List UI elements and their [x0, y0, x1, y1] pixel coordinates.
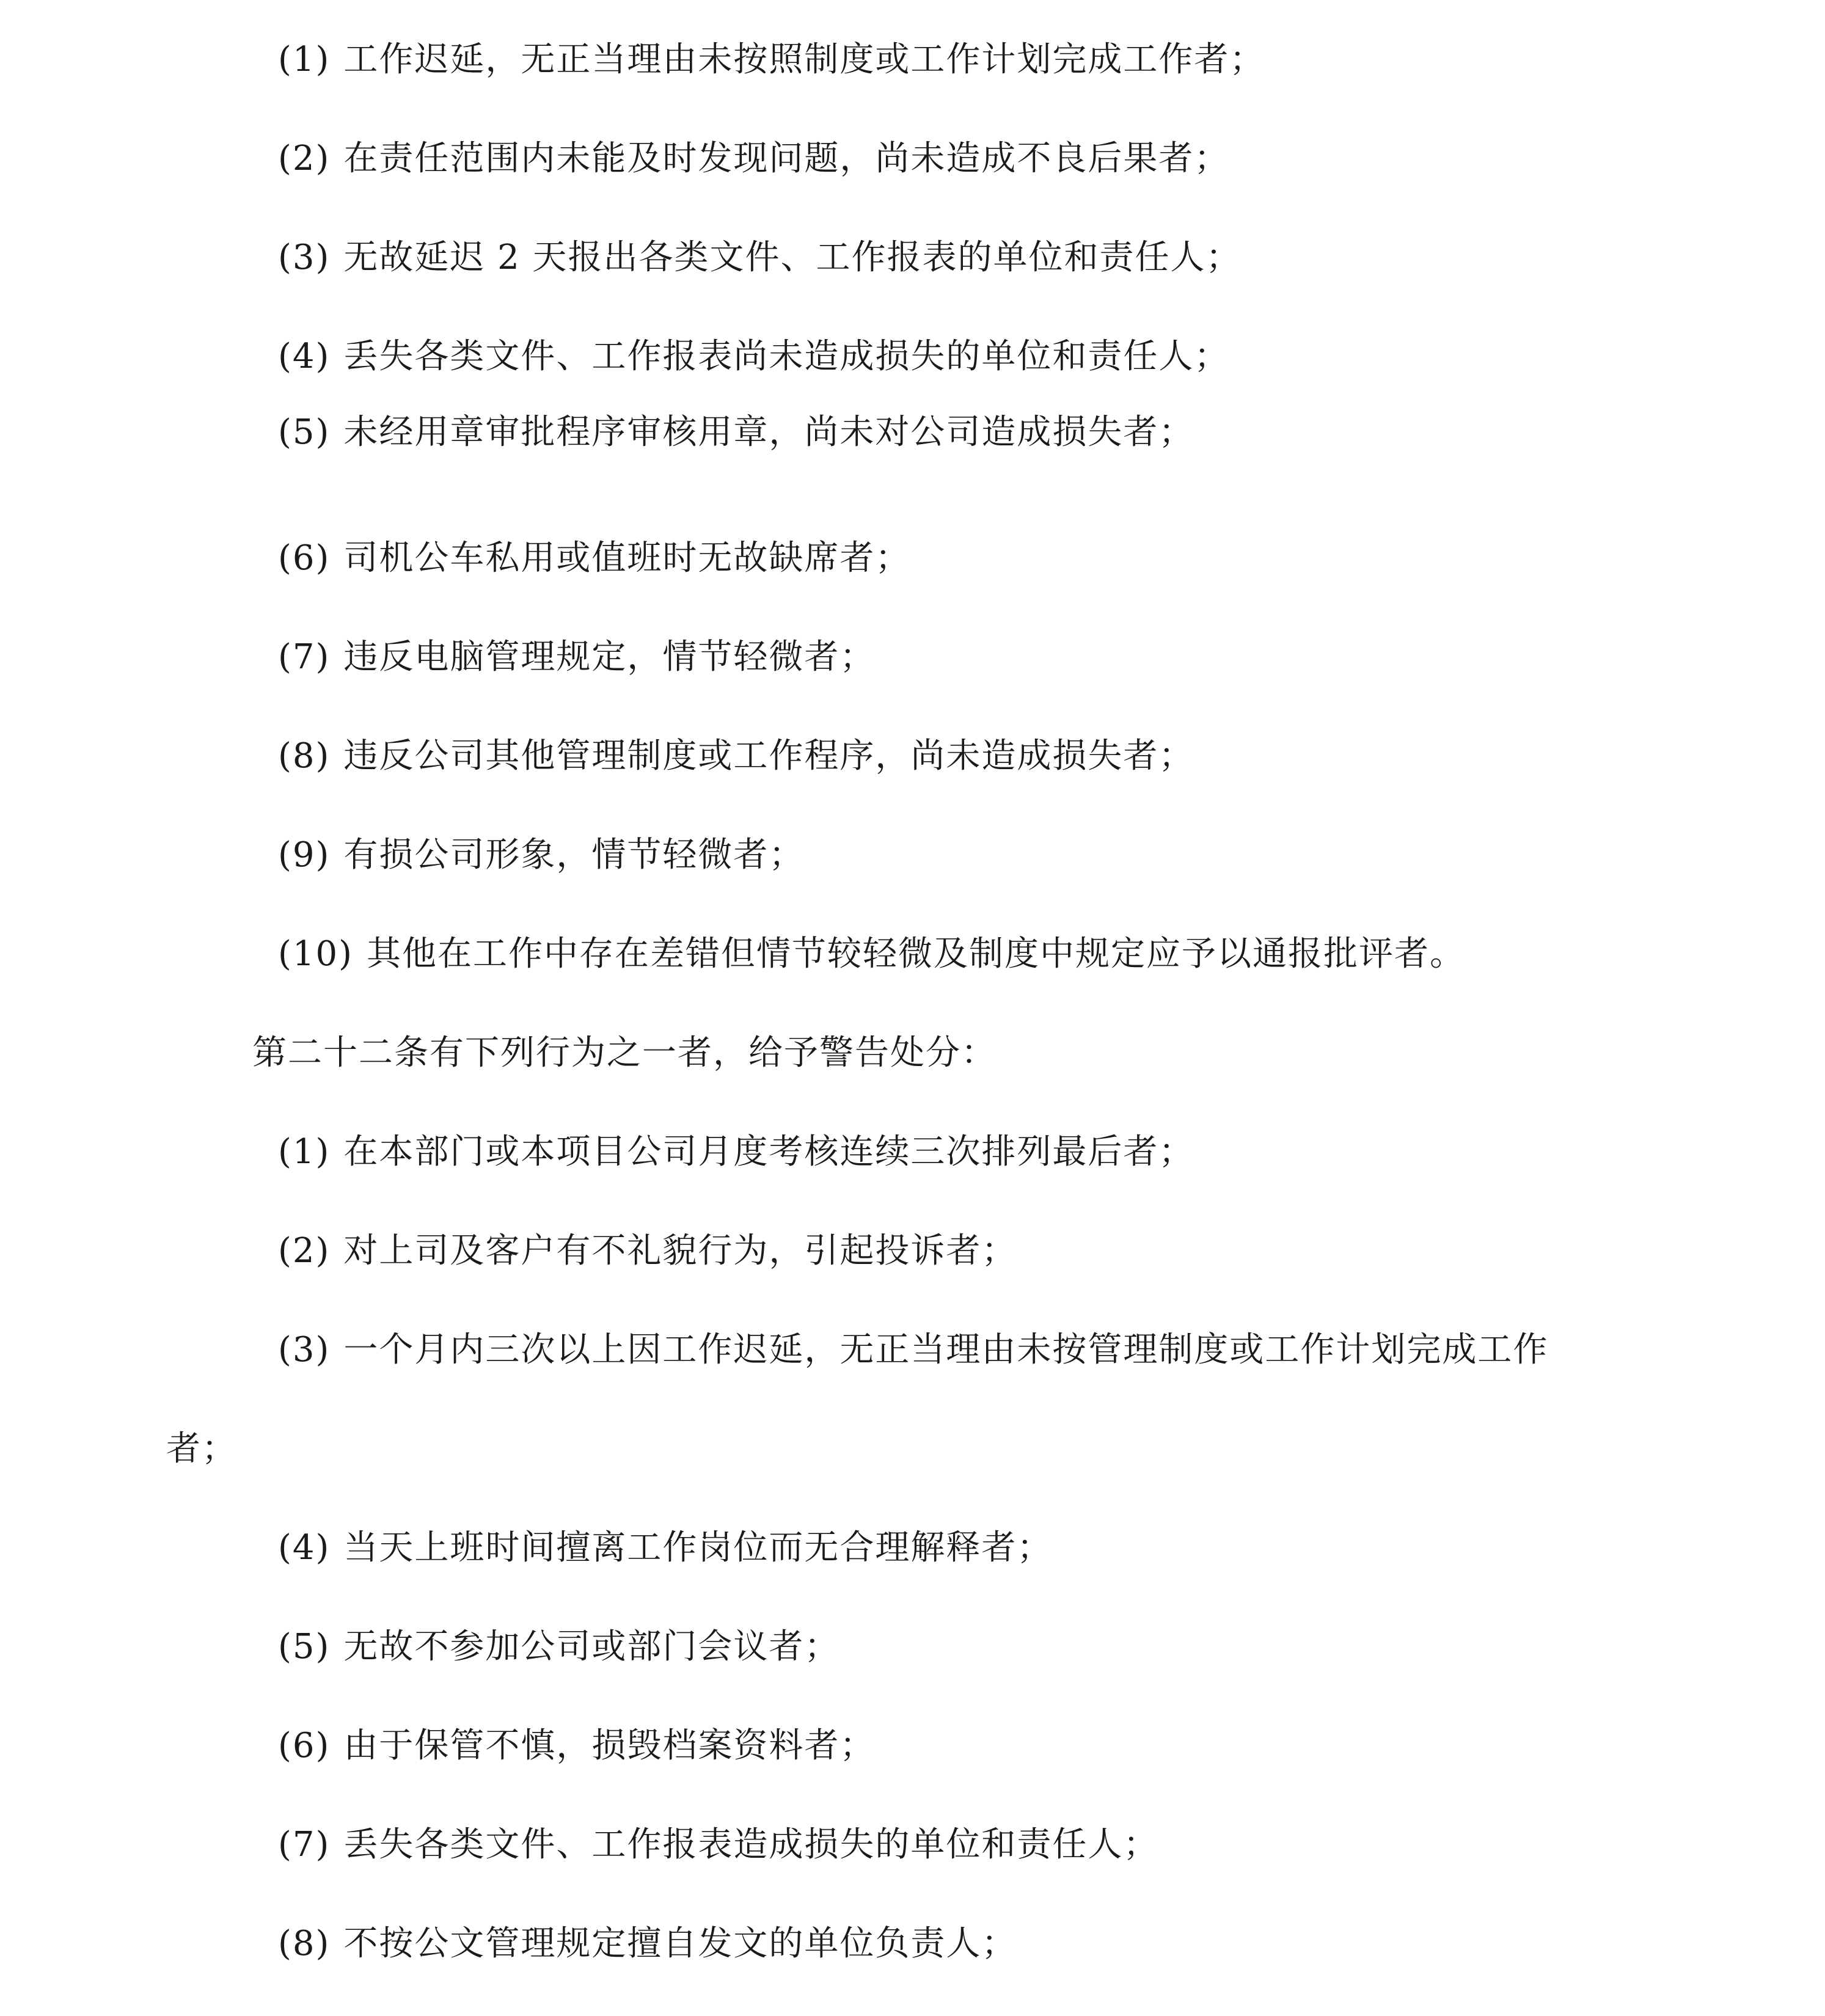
item-text: 由于保管不慎，损毁档案资料者；: [343, 1726, 876, 1766]
item-text: 丢失各类文件、工作报表造成损失的单位和责任人；: [343, 1825, 1159, 1864]
list-item: [278, 408, 1194, 457]
item-text: 违反公司其他管理制度或工作程序，尚未造成损失者；: [343, 736, 1194, 776]
item-number: (4): [278, 1528, 331, 1568]
list-item: [278, 534, 910, 583]
item-number: (4): [278, 337, 331, 376]
item-number: (8): [278, 736, 331, 776]
item-number: (9): [278, 835, 331, 875]
item-continuation: 者；: [166, 1429, 237, 1469]
item-number: (5): [278, 1627, 331, 1667]
item-number: (1): [278, 1132, 331, 1172]
item-number: (1): [278, 40, 331, 79]
item-text: 有损公司形象，情节轻微者；: [343, 835, 805, 875]
list-item: [278, 1919, 1017, 1968]
list-item: [278, 332, 1229, 381]
list-item: [278, 1524, 1052, 1572]
list-item: [278, 831, 804, 880]
list-item: [278, 35, 1265, 84]
item-number: (7): [278, 1825, 331, 1864]
item-text: 违反电脑管理规定，情节轻微者；: [343, 637, 876, 677]
item-number: (6): [278, 1726, 331, 1766]
list-item: [278, 1623, 839, 1671]
item-text: 当天上班时间擅离工作岗位而无合理解释者；: [343, 1528, 1053, 1568]
item-number: (7): [278, 637, 331, 677]
item-text: 丢失各类文件、工作报表尚未造成损失的单位和责任人；: [343, 337, 1230, 376]
item-number: (3): [278, 1330, 331, 1370]
item-text: 对上司及客户有不礼貌行为，引起投诉者；: [343, 1231, 1017, 1271]
item-text: 工作迟延，无正当理由未按照制度或工作计划完成工作者；: [343, 40, 1265, 79]
list-item: [278, 1722, 875, 1770]
item-number: (2): [278, 1231, 331, 1271]
item-number: (6): [278, 538, 331, 578]
list-item: [278, 930, 1465, 979]
list-item: [278, 1128, 1194, 1177]
item-text: 一个月内三次以上因工作迟延，无正当理由未按管理制度或工作计划完成工作: [343, 1330, 1549, 1370]
item-text: 在责任范围内未能及时发现问题，尚未造成不良后果者；: [343, 139, 1230, 178]
list-item: [278, 1227, 1017, 1276]
item-text: 无故不参加公司或部门会议者；: [343, 1627, 840, 1667]
list-item: [278, 633, 875, 682]
article-heading: 第二十二条有下列行为之一者，给予警告处分：: [252, 1033, 997, 1073]
list-item: [278, 134, 1229, 183]
list-item: [278, 233, 1242, 282]
item-text: 未经用章审批程序审核用章，尚未对公司造成损失者；: [343, 412, 1194, 452]
item-text: 司机公车私用或值班时无故缺席者；: [343, 538, 911, 578]
item-number: (3): [278, 238, 331, 277]
list-item: [278, 1821, 1158, 1869]
item-number: (10): [278, 934, 353, 974]
list-item: [278, 1326, 1548, 1375]
item-number: (2): [278, 139, 331, 178]
item-text: 不按公文管理规定擅自发文的单位负责人；: [343, 1924, 1017, 1963]
list-item: [278, 732, 1194, 781]
item-text: 在本部门或本项目公司月度考核连续三次排列最后者；: [343, 1132, 1194, 1172]
item-text: 其他在工作中存在差错但情节较轻微及制度中规定应予以通报批评者。: [366, 934, 1465, 974]
item-number: (8): [278, 1924, 331, 1963]
item-text: 无故延迟 2 天报出各类文件、工作报表的单位和责任人；: [343, 238, 1242, 277]
item-number: (5): [278, 412, 331, 452]
